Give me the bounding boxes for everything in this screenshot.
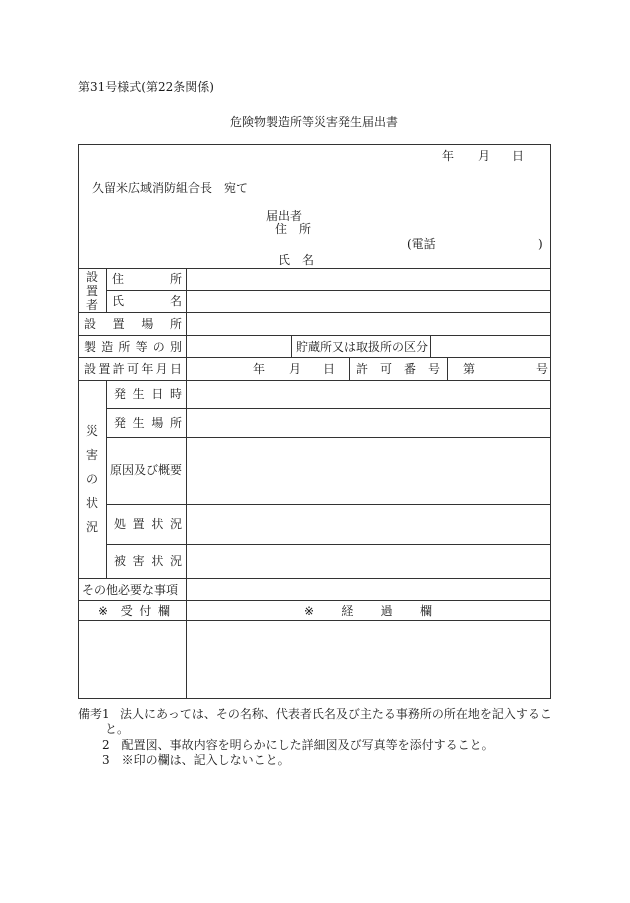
permit-number-suffix: 号	[536, 362, 549, 376]
note2: 2 配置図、事故内容を明らかにした詳細図及び写真等を添付すること。	[102, 738, 494, 752]
notifier-label: 届出者	[266, 209, 303, 223]
installer-address-label: 住 所	[112, 272, 182, 286]
date-month: 月	[478, 149, 491, 163]
date-day: 日	[512, 149, 525, 163]
progress-column-label: ※ 経 過 欄	[304, 604, 432, 618]
addressee: 久留米広域消防組合長 宛て	[92, 181, 249, 195]
notifier-address-label: 住 所	[275, 222, 312, 236]
phone-label: (電話	[407, 237, 436, 251]
cause-summary-label: 原因及び概要	[110, 463, 183, 477]
permit-number-label: 許 可 番 号	[356, 362, 440, 376]
note1-continued: と。	[105, 722, 130, 736]
document-title: 危険物製造所等災害発生届出書	[230, 115, 399, 129]
permit-date-month: 月	[289, 362, 302, 376]
response-status-label: 処 置 状 況	[114, 517, 182, 531]
installer-label: 設 置 者	[85, 270, 98, 312]
note1-text: 法人にあっては、その名称、代表者氏名及び主たる事務所の所在地を記入するこ	[120, 707, 552, 721]
phone-close: )	[538, 237, 543, 251]
notifier-name-label: 氏 名	[278, 253, 315, 267]
other-matters-label: その他必要な事項	[82, 583, 179, 597]
installer-name-label: 氏 名	[112, 294, 182, 308]
occurrence-place-label: 発 生 場 所	[114, 416, 182, 430]
form-number: 第31号様式(第22条関係)	[78, 80, 214, 94]
facility-type-label: 製 造 所 等 の 別	[84, 340, 182, 354]
permit-date-label: 設 置 許 可 年 月 日	[84, 362, 182, 376]
damage-status-label: 被 害 状 況	[114, 554, 182, 568]
permit-number-prefix: 第	[463, 362, 476, 376]
date-year: 年	[442, 149, 455, 163]
note1-head: 備考1	[78, 707, 110, 721]
permit-date-day: 日	[323, 362, 336, 376]
storage-category-label: 貯蔵所又は取扱所の区分	[296, 340, 429, 354]
disaster-status-label: 災 害 の 状 況	[85, 424, 98, 534]
reception-column-label: ※ 受 付 欄	[98, 604, 170, 618]
note3: 3 ※印の欄は、記入しないこと。	[102, 753, 290, 767]
install-location-label: 設 置 場 所	[84, 317, 182, 331]
permit-date-year: 年	[253, 362, 266, 376]
occurrence-time-label: 発 生 日 時	[114, 387, 182, 401]
